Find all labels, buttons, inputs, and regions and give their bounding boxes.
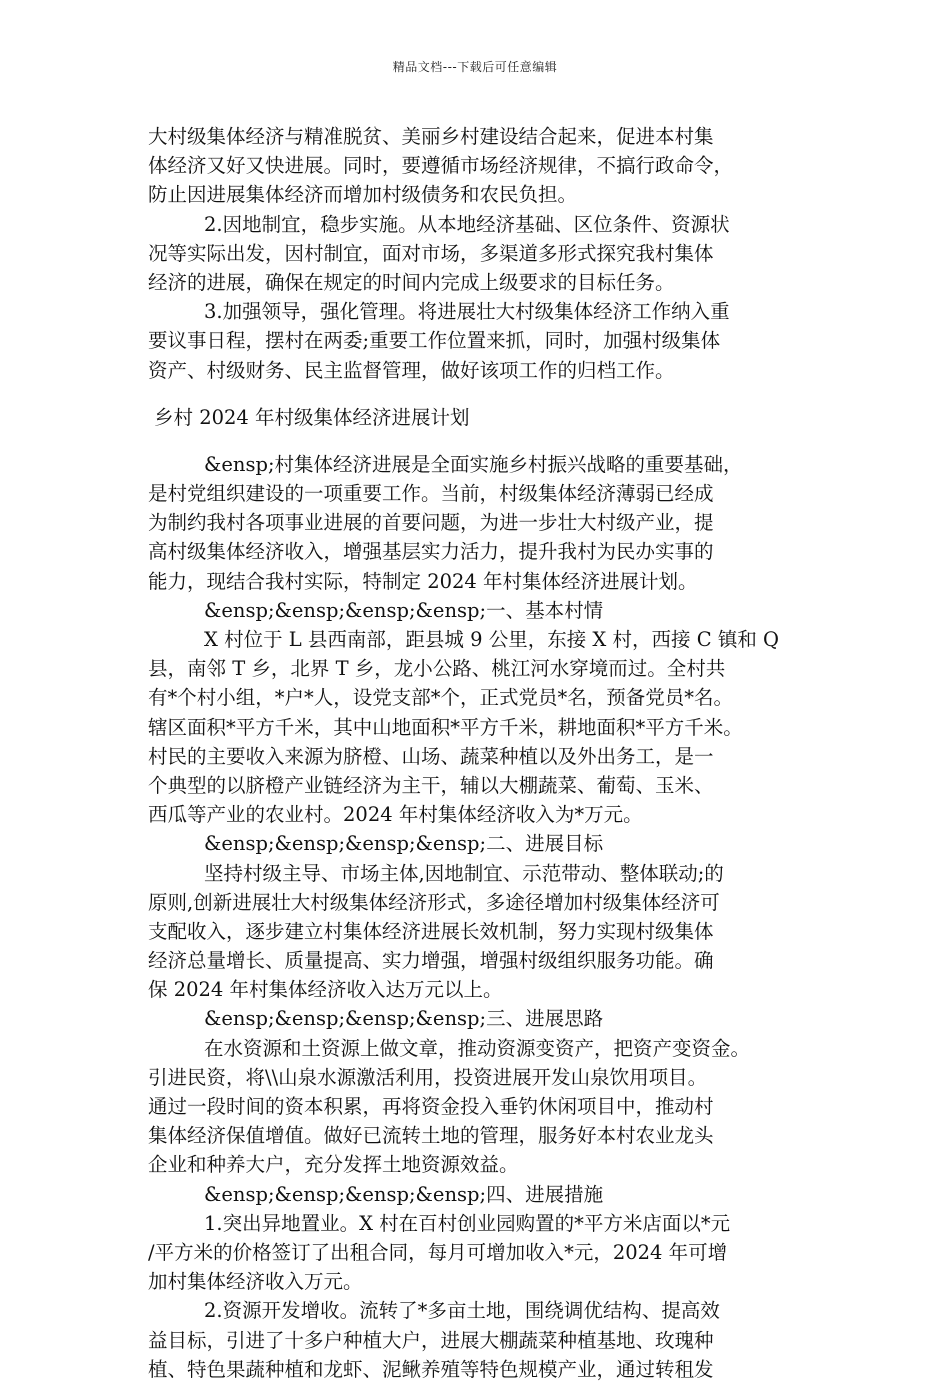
paragraph-line: 能力，现结合我村实际，特制定 2024 年村集体经济进展计划。: [148, 569, 698, 593]
paragraph-line: 经济总量增长、质量提高、实力增强，增强村级组织服务功能。确: [148, 949, 714, 973]
paragraph-line: 高村级集体经济收入，增强基层实力活力，提升我村为民办实事的: [148, 540, 714, 564]
paragraph-line: 保 2024 年村集体经济收入达万元以上。: [148, 978, 503, 1002]
paragraph-line: 2.因地制宜，稳步实施。从本地经济基础、区位条件、资源状: [204, 212, 730, 236]
paragraph-line: 是村党组织建设的一项重要工作。当前，村级集体经济薄弱已经成: [148, 482, 714, 506]
paragraph-line: 县，南邻 T 乡，北界 T 乡，龙小公路、桃江河水穿境而过。全村共: [148, 657, 726, 681]
paragraph-line: /平方米的价格签订了出租合同，每月可增加收入*元，2024 年可增: [148, 1240, 728, 1264]
section-title: 乡村 2024 年村级集体经济进展计划: [154, 405, 470, 429]
paragraph-line: 植、特色果蔬种植和龙虾、泥鳅养殖等特色规模产业，通过转租发: [148, 1357, 714, 1381]
section-heading: &ensp;&ensp;&ensp;&ensp;一、基本村情: [204, 598, 604, 622]
paragraph-line: 大村级集体经济与精准脱贫、美丽乡村建设结合起来，促进本村集: [148, 125, 714, 148]
paragraph-line: 村民的主要收入来源为脐橙、山场、蔬菜种植以及外出务工，是一: [148, 744, 714, 768]
paragraph-line: 益目标，引进了十多户种植大户，进展大棚蔬菜种植基地、玫瑰种: [148, 1328, 714, 1352]
paragraph-line: 1.突出异地置业。X 村在百村创业园购置的*平方米店面以*元: [204, 1211, 731, 1235]
paragraph-line: 辖区面积*平方千米，其中山地面积*平方千米，耕地面积*平方千米。: [148, 715, 743, 739]
paragraph-line: 通过一段时间的资本积累，再将资金投入垂钓休闲项目中，推动村: [148, 1095, 714, 1118]
paragraph-line: 个典型的以脐橙产业链经济为主干，辅以大棚蔬菜、葡萄、玉米、: [148, 773, 714, 797]
paragraph-line: 3.加强领导，强化管理。将进展壮大村级集体经济工作纳入重: [204, 300, 730, 324]
section-heading: &ensp;&ensp;&ensp;&ensp;四、进展措施: [204, 1182, 604, 1206]
paragraph-line: 体经济又好又快进展。同时，要遵循市场经济规律，不搞行政命令，: [148, 154, 734, 178]
paragraph-line: 有*个村小组，*户*人，设党支部*个，正式党员*名，预备党员*名。: [148, 686, 734, 710]
paragraph-line: 经济的进展，确保在规定的时间内完成上级要求的目标任务。: [148, 270, 675, 294]
paragraph-line: 支配收入，逐步建立村集体经济进展长效机制，努力实现村级集体: [148, 919, 714, 943]
page-header: 精品文档---下载后可任意编辑: [392, 60, 558, 74]
paragraph-line: 原则,创新进展壮大村级集体经济形式，多途径增加村级集体经济可: [148, 890, 720, 914]
paragraph-line: 况等实际出发，因村制宜，面对市场，多渠道多形式探究我村集体: [148, 241, 714, 265]
paragraph-line: 为制约我村各项事业进展的首要问题，为进一步壮大村级产业，提: [148, 511, 714, 535]
paragraph-line: 2.资源开发增收。流转了*多亩土地，围绕调优结构、提高效: [204, 1299, 720, 1323]
paragraph-line: X 村位于 L 县西南部，距县城 9 公里，东接 X 村，西接 C 镇和 Q: [204, 628, 780, 651]
document-body: [148, 122, 808, 1384]
paragraph-line: 企业和种养大户，充分发挥土地资源效益。: [148, 1153, 519, 1177]
paragraph-line: 防止因进展集体经济而增加村级债务和农民负担。: [148, 183, 578, 207]
section-heading: &ensp;&ensp;&ensp;&ensp;二、进展目标: [204, 832, 604, 856]
spacer: [148, 432, 808, 450]
paragraph-line: 资产、村级财务、民主监督管理，做好该项工作的归档工作。: [148, 358, 675, 382]
paragraph-line: 要议事日程，摆村在两委;重要工作位置来抓，同时，加强村级集体: [148, 329, 721, 353]
spacer: [148, 385, 808, 403]
paragraph-line: 坚持村级主导、市场主体,因地制宜、示范带动、整体联动;的: [204, 861, 724, 885]
paragraph-line: 在水资源和土资源上做文章，推动资源变资产，把资产变资金。: [204, 1036, 751, 1060]
section-heading: &ensp;&ensp;&ensp;&ensp;三、进展思路: [204, 1007, 604, 1031]
paragraph-line: &ensp;村集体经济进展是全面实施乡村振兴战略的重要基础，: [204, 452, 743, 476]
paragraph-line: 西瓜等产业的农业村。2024 年村集体经济收入为*万元。: [148, 803, 643, 827]
paragraph-line: 加村集体经济收入万元。: [148, 1270, 363, 1294]
paragraph-line: 集体经济保值增值。做好已流转土地的管理，服务好本村农业龙头: [148, 1124, 714, 1148]
paragraph-line: 引进民资，将\\山泉水源激活利用，投资进展开发山泉饮用项目。: [148, 1065, 708, 1089]
